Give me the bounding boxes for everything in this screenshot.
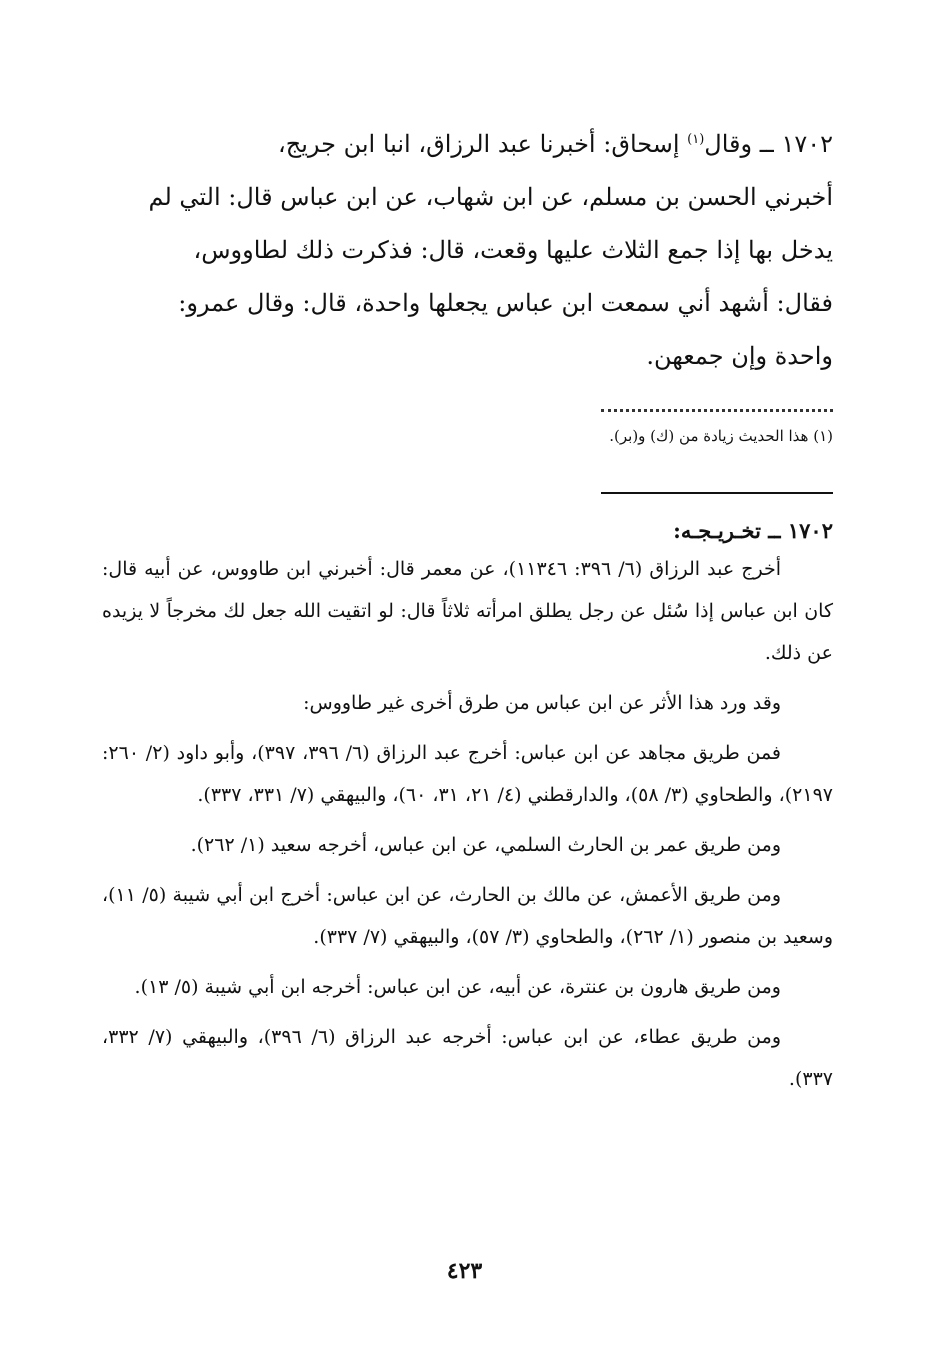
takhrij-paragraph-7: ومن طريق عطاء، عن ابن عباس: أخرجه عبد الرزاق (٦/ ٣٩٦)، والبيهقي (٧/ ٣٣٢، ٣٣٧). — [102, 1026, 833, 1090]
page-body — [102, 118, 833, 1108]
takhrij-separator — [601, 492, 833, 494]
takhrij-paragraph-2: وقد ورد هذا الأثر عن ابن عباس من طرق أخرى غير طاووس: — [303, 692, 781, 714]
takhrij-heading: ١٧٠٢ ــ تخـريـجـه: — [673, 518, 833, 543]
takhrij-paragraph-3: فمن طريق مجاهد عن ابن عباس: أخرج عبد الرزاق (٦/ ٣٩٦، ٣٩٧)، وأبو داود (٢/ ٢٦٠: ٢١٩٧)، والطحاوي (٣/ ٥٨)، والدارقطني (٤/ ٢١، ٣١، ٦٠)، والبيهقي (٧/ ٣٣١، ٣٣٧). — [102, 742, 833, 806]
hadith-line-4: فقال: أشهد أني سمعت ابن عباس يجعلها واحدة، قال: وقال عمرو: — [178, 289, 833, 317]
hadith-line-1 — [102, 118, 833, 171]
takhrij-paragraph-6: ومن طريق هارون بن عنترة، عن أبيه، عن ابن عباس: أخرجه ابن أبي شيبة (٥/ ١٣). — [134, 976, 781, 998]
page-number: ٤٢٣ — [446, 1258, 483, 1284]
hadith-line-2: أخبرني الحسن بن مسلم، عن ابن شهاب، عن ابن عباس قال: التي لم — [148, 183, 833, 211]
hadith-line-1-rest: إسحاق: أخبرنا عبد الرزاق، انبا ابن جريج، — [277, 130, 688, 158]
takhrij-paragraph-5: ومن طريق الأعمش، عن مالك بن الحارث، عن ابن عباس: أخرج ابن أبي شيبة (٥/ ١١)، وسعيد بن منصور (١/ ٢٦٢)، والطحاوي (٣/ ٥٧)، والبيهقي (٧/ ٣٣٧). — [102, 884, 833, 948]
takhrij-paragraph-4: ومن طريق عمر بن الحارث السلمي، عن ابن عباس، أخرجه سعيد (١/ ٢٦٢). — [190, 834, 781, 856]
hadith-number-intro: ١٧٠٢ ــ وقال — [704, 130, 833, 158]
takhrij-body — [102, 548, 833, 1100]
footnote-separator — [601, 409, 833, 412]
hadith-line-3: يدخل بها إذا جمع الثلاث عليها وقعت، قال: فذكرت ذلك لطاووس، — [193, 236, 833, 264]
takhrij-paragraph-1: أخرج عبد الرزاق (٦/ ٣٩٦: ١١٣٤٦)، عن معمر قال: أخبرني ابن طاووس، عن أبيه قال: كان ابن عباس إذا سُئل عن رجل يطلق امرأته ثلاثاً قال: لو اتقيت الله جعل لك مخرجاً لا يزيده عن ذلك. — [102, 558, 833, 664]
footnote-marker: (١) — [687, 132, 705, 147]
hadith-text — [102, 118, 833, 383]
footnote: (١) هذا الحديث زيادة من (ك) و(بر). — [609, 427, 833, 445]
hadith-line-5: واحدة وإن جمعهن. — [646, 342, 833, 370]
